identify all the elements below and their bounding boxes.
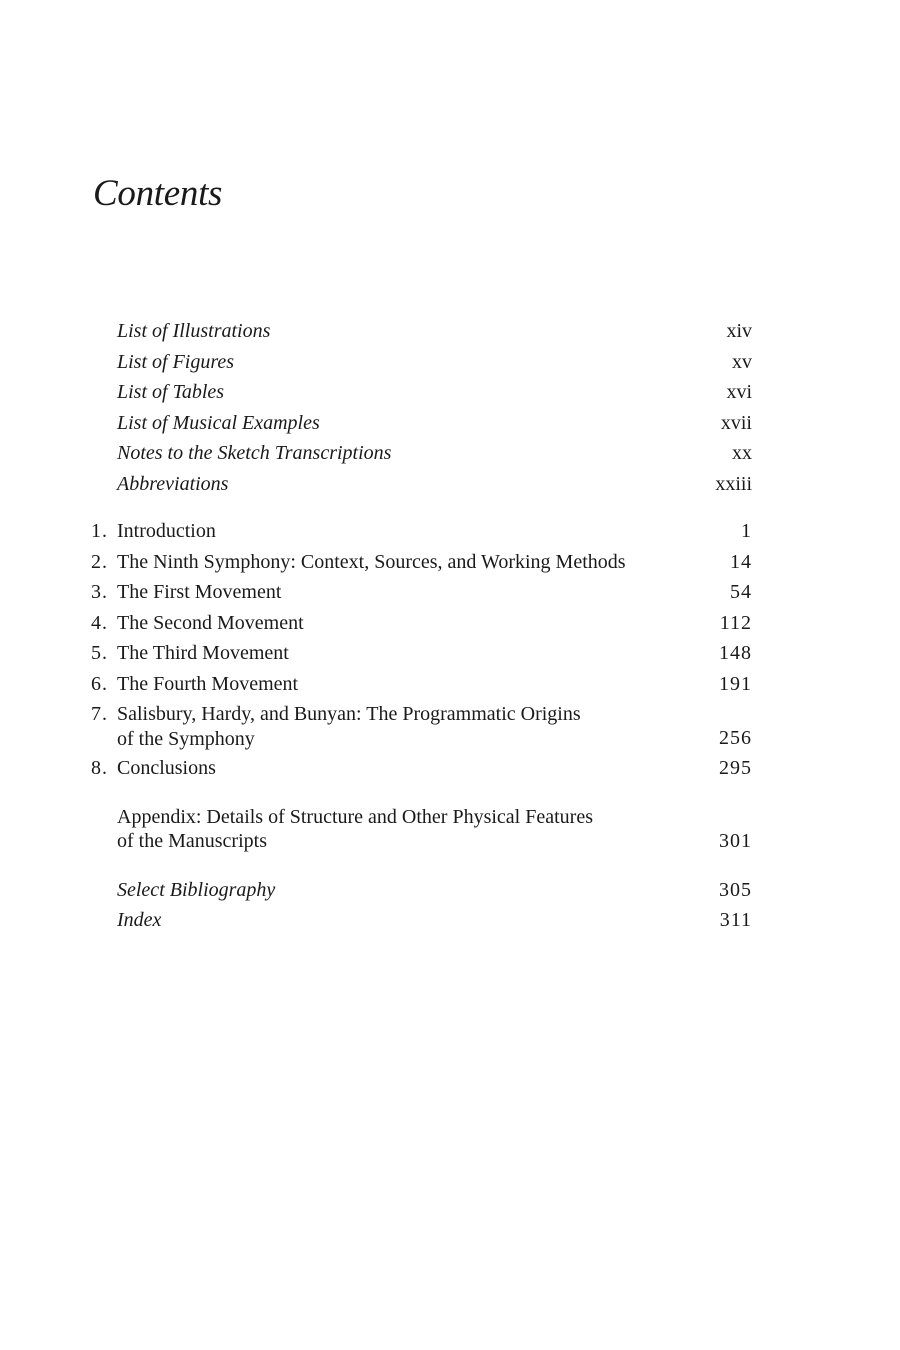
toc-entry-label-line-1: Appendix: Details of Structure and Other Physical Features [117, 805, 593, 828]
toc-entry-label-line-2: of the Symphony [117, 727, 255, 750]
chapter-number: 3. [91, 581, 108, 603]
toc-entry-page: xvi [726, 381, 752, 403]
toc-entry-page: 54 [730, 581, 752, 603]
toc-entry-chapter-1[interactable] [0, 516, 900, 547]
section-spacer [0, 784, 900, 802]
page-title: Contents [93, 173, 223, 214]
toc-entry-notes-to-sketch-transcriptions[interactable] [0, 438, 900, 469]
toc-entry-label: Index [117, 909, 162, 931]
toc-entry-page: 112 [719, 611, 752, 634]
chapter-number: 4. [91, 611, 108, 634]
toc-entry-abbreviations[interactable] [0, 469, 900, 500]
chapter-number: 8. [91, 757, 108, 779]
toc-entry-chapter-4[interactable] [0, 608, 900, 639]
section-spacer [0, 856, 900, 875]
chapter-number: 1. [91, 520, 108, 542]
toc-entry-label: Conclusions [117, 757, 216, 779]
chapter-number: 2. [91, 550, 108, 573]
toc-entry-page: 1 [741, 520, 752, 542]
toc-entry-page: xx [732, 442, 752, 464]
toc-entry-label: The First Movement [117, 581, 282, 603]
toc-entry-appendix[interactable] [0, 802, 900, 856]
toc-entry-label-line-1: Salisbury, Hardy, and Bunyan: The Programmatic Origins [117, 703, 581, 725]
toc-entry-label-line-2: of the Manuscripts [117, 830, 267, 852]
toc-entry-list-of-tables[interactable] [0, 377, 900, 408]
toc-entry-chapter-6[interactable] [0, 669, 900, 700]
toc-entry-chapter-3[interactable] [0, 577, 900, 608]
chapter-number: 7. [91, 703, 108, 725]
toc-entry-list-of-figures[interactable] [0, 347, 900, 378]
toc-entry-list-of-illustrations[interactable] [0, 316, 900, 347]
toc-entry-label: The Fourth Movement [117, 672, 299, 695]
toc-entry-page: 191 [719, 672, 752, 695]
toc-entry-page: 295 [719, 757, 752, 779]
toc-entry-page: 148 [719, 642, 752, 664]
toc-entry-chapter-7[interactable] [0, 699, 900, 753]
toc-entry-label: The Third Movement [117, 642, 289, 664]
toc-entry-label: Abbreviations [117, 472, 229, 495]
toc-entry-label: List of Tables [117, 381, 225, 403]
toc-entry-label: Notes to the Sketch Transcriptions [117, 442, 392, 464]
toc-entry-label: List of Figures [117, 350, 235, 373]
toc-entry-label: The Ninth Symphony: Context, Sources, and Working Methods [117, 550, 626, 573]
toc-entry-label: The Second Movement [117, 611, 304, 634]
toc-entry-page: xiv [726, 320, 752, 342]
section-spacer [0, 499, 900, 516]
toc-entry-select-bibliography[interactable] [0, 875, 900, 906]
toc-entry-chapter-2[interactable] [0, 547, 900, 578]
toc-entry-label [117, 805, 677, 854]
toc-entry-page: 301 [719, 829, 752, 852]
toc-entry-page: 14 [730, 550, 752, 573]
toc-entry-page: 256 [719, 727, 752, 749]
toc-entry-label: Select Bibliography [117, 878, 276, 901]
toc-entry-page: xvii [720, 411, 752, 434]
toc-entry-label: List of Illustrations [117, 320, 271, 342]
toc-entry-chapter-5[interactable] [0, 638, 900, 669]
toc-entry-label: Introduction [117, 520, 216, 542]
toc-entry-page: 311 [719, 909, 752, 931]
toc-entry-page: xxiii [715, 472, 752, 495]
toc-entry-label [117, 702, 677, 751]
table-of-contents [0, 316, 900, 936]
toc-entry-index[interactable] [0, 905, 900, 936]
toc-entry-page: xv [732, 350, 752, 373]
toc-entry-list-of-musical-examples[interactable] [0, 408, 900, 439]
toc-entry-label: List of Musical Examples [117, 411, 320, 434]
chapter-number: 6. [91, 672, 108, 695]
toc-entry-page: 305 [719, 878, 752, 901]
toc-entry-chapter-8[interactable] [0, 753, 900, 784]
chapter-number: 5. [91, 642, 108, 664]
